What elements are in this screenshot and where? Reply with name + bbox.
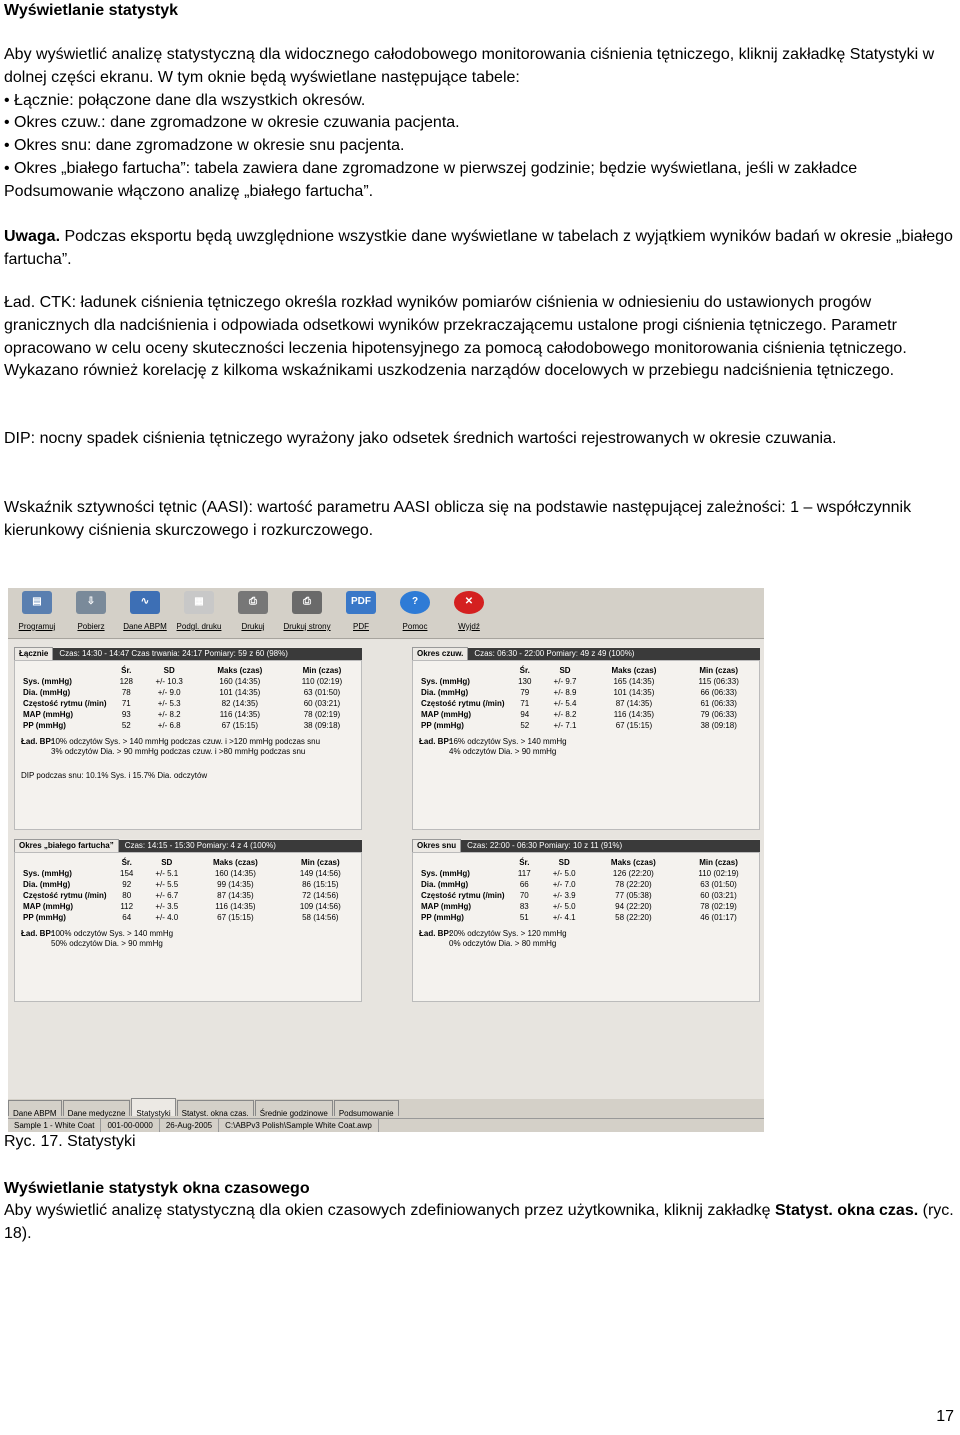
toolbar-button-8[interactable] [442,588,496,634]
tab-3[interactable]: Statyst. okna czas. [177,1100,254,1116]
row-label: Częstość rytmu (/min) [421,699,505,708]
table-row [419,879,759,890]
status-field: 26-Aug-2005 [160,1119,219,1132]
stats-table [419,665,759,731]
dip-paragraph: DIP: nocny spadek ciśnienia tętniczego wyrażony jako odsetek średnich wartości rejestrowanych w okresie czuwania. [4,430,837,447]
table-cell: 83 [519,902,529,911]
stats-table [21,857,361,923]
lad-line: 100% odczytów Sys. > 140 mmHg [51,929,174,938]
column-header: Min (czas) [301,858,340,867]
table-cell: 67 (15:15) [217,913,254,922]
table-cell: 101 (14:35) [613,688,655,697]
bullet-okres-czuw: • Okres czuw.: dane zgromadzone w okresie czuwania pacjenta. [4,114,460,132]
table-cell: +/- 4.1 [552,913,576,922]
figure-caption: Ryc. 17. Statystyki [4,1133,136,1150]
pomoc-icon: ? [400,591,430,614]
toolbar-button-4[interactable] [226,588,280,634]
table-cell: +/- 7.0 [552,880,576,889]
lad-title: Ład. BP: [21,737,54,746]
drukuj-icon: ⎙ [238,591,268,614]
table-cell: 110 (02:19) [698,869,739,878]
table-cell: 116 (14:35) [613,710,655,719]
table-cell: 78 (02:19) [303,710,341,719]
lad-line: 10% odczytów Sys. > 140 mmHg podczas czuw. i >120 mmHg podczas snu [51,737,321,746]
toolbar-button-2[interactable] [118,588,172,634]
table-cell: 116 (14:35) [219,710,261,719]
lad-line: 3% odczytów Dia. > 90 mmHg podczas czuw. i >80 mmHg podczas snu [51,747,306,756]
row-label: Sys. (mmHg) [421,677,470,686]
stats-panel-2 [14,839,362,1002]
header-empty [419,665,509,676]
table-cell: 130 [518,677,532,686]
table-row [419,698,759,709]
status-field: C:\ABPv3 Polish\Sample White Coat.awp [219,1119,379,1132]
intro-block [4,44,954,204]
lad-block [21,929,355,949]
row-label: Dia. (mmHg) [421,688,469,697]
table-cell: 71 [520,699,530,708]
panel-header [14,839,362,852]
lad-line: 50% odczytów Dia. > 90 mmHg [51,939,163,948]
table-cell: 87 (14:35) [217,891,254,900]
column-header: Maks (czas) [217,666,263,675]
table-cell: +/- 3.9 [552,891,576,900]
column-header: Min (czas) [699,666,739,675]
table-cell: +/- 8.2 [157,710,181,719]
table-cell: +/- 5.0 [552,902,576,911]
table-row [419,687,759,698]
wyjdz-icon: ✕ [454,591,484,614]
table-cell: 126 (22:20) [612,869,654,878]
table-cell: 78 (02:19) [700,902,737,911]
row-label: Częstość rytmu (/min) [23,891,107,900]
lad-line: 0% odczytów Dia. > 80 mmHg [449,939,557,948]
table-cell: 51 [519,913,529,922]
lad-line: 20% odczytów Sys. > 120 mmHg [449,929,567,938]
table-cell: 38 (09:18) [303,721,341,730]
table-cell: 87 (14:35) [615,699,653,708]
lad-line: 16% odczytów Sys. > 140 mmHg [449,737,567,746]
table-cell: 78 (22:20) [615,880,652,889]
table-cell: +/- 8.9 [553,688,577,697]
toolbar-label: PDF [353,621,369,631]
outro-bold: Statyst. okna czas. [775,1202,919,1219]
panel-title: Okres czuw. [412,647,468,660]
dane-abpm-icon: ∿ [130,591,160,614]
table-cell: +/- 8.2 [553,710,577,719]
row-label: Sys. (mmHg) [421,869,470,878]
row-label: PP (mmHg) [23,721,66,730]
table-cell: 160 (14:35) [214,869,256,878]
table-cell: 116 (14:35) [215,902,256,911]
table-cell: 79 (06:33) [700,710,737,719]
table-row [21,912,361,923]
toolbar-button-6[interactable] [334,588,388,634]
toolbar-label: Programuj [18,621,56,631]
table-cell: 80 [122,891,132,900]
tab-5[interactable]: Podsumowanie [334,1100,399,1116]
table-row [419,709,759,720]
pobierz-icon: ⇩ [76,591,106,614]
table-cell: 77 (05:38) [615,891,652,900]
table-cell: 58 (14:56) [302,913,339,922]
statistics-screenshot [8,588,764,1132]
table-cell: 60 (03:21) [303,699,341,708]
lad-paragraph: Ład. CTK: ładunek ciśnienia tętniczego określa rozkład wyników pomiarów ciśnienia w odniesieniu do ustawionych progów granicznych dla nadciśnienia i odpowiada odsetkowi wyników przekraczającemu ustalone progi ciśnienia tętniczego. Parametr opracowano w celu oceny skuteczności leczenia hipotensyjnego za pomocą całodobowego monitorowania ciśnienia tętniczego. Wykazano również korelację z kilkoma wskaźnikami uszkodzenia narządów docelowych w przebiegu nadciśnienia tętniczego. [4,294,907,380]
toolbar-button-7[interactable] [388,588,442,634]
header-empty [419,857,509,868]
table-row [21,879,361,890]
table-cell: 60 (03:21) [700,891,737,900]
row-label: MAP (mmHg) [23,710,74,719]
table-cell: 94 (22:20) [615,902,652,911]
lad-title: Ład. BP: [419,737,452,746]
column-header: SD [558,858,570,867]
table-cell: 63 (01:50) [303,688,341,697]
status-bar [8,1118,764,1132]
table-cell: 160 (14:35) [219,677,261,686]
column-header: SD [163,666,175,675]
page-number: 17 [936,1408,954,1425]
table-cell: +/- 6.8 [157,721,181,730]
table-row [21,698,361,709]
bullet-lacznie: • Łącznie: połączone dane dla wszystkich okresów. [4,91,366,109]
stats-panel-1 [412,647,760,830]
table-cell: 72 (14:56) [302,891,339,900]
table-header-row [419,857,759,868]
table-row [21,709,361,720]
table-cell: 71 [121,699,131,708]
table-header-row [21,665,361,676]
toolbar [8,588,764,636]
lad-title: Ład. BP: [21,929,54,938]
outro-text: Aby wyświetlić analizę statystyczną dla okien czasowych zdefiniowanych przez użytkownika, kliknij zakładkę [4,1202,775,1219]
table-cell: +/- 10.3 [155,677,183,686]
row-label: PP (mmHg) [421,913,464,922]
panel-info: Czas: 14:30 - 14:47 Czas trwania: 24:17 Pomiary: 59 z 60 (98%) [53,648,362,660]
table-cell: 63 (01:50) [700,880,737,889]
table-row [21,868,361,879]
panel-info: Czas: 06:30 - 22:00 Pomiary: 49 z 49 (100%) [468,648,760,660]
table-cell: 101 (14:35) [219,688,261,697]
panel-title: Okres „białego fartucha” [14,839,119,852]
toolbar-label: Podgl. druku [176,621,222,631]
table-header-row [419,665,759,676]
table-cell: 109 (14:56) [299,902,341,911]
status-field: 001-00-0000 [101,1119,159,1132]
column-header: Śr. [121,858,132,867]
table-cell: 52 [520,721,530,730]
row-label: Dia. (mmHg) [421,880,469,889]
table-cell: +/- 5.1 [155,869,179,878]
stats-table [419,857,759,923]
table-cell: +/- 5.5 [155,880,179,889]
table-row [419,890,759,901]
drukuj-strony-icon: ⎙ [292,591,322,614]
row-label: Częstość rytmu (/min) [23,699,107,708]
status-field: Sample 1 - White Coat [8,1119,101,1132]
row-label: MAP (mmHg) [421,902,472,911]
table-row [21,901,361,912]
column-header: SD [559,666,571,675]
panel-header [412,647,760,660]
note-text: Podczas eksportu będą uwzględnione wszystkie dane wyświetlane w tabelach z wyjątkiem wyników badań w okresie „białego fartucha”. [4,228,953,268]
panel-header [14,647,362,660]
table-row [21,687,361,698]
toolbar-label: Pobierz [77,621,105,631]
table-cell: 46 (01:17) [700,913,737,922]
table-cell: 99 (14:35) [217,880,254,889]
toolbar-label: Pomoc [402,621,428,631]
table-cell: 94 [520,710,530,719]
column-header: Maks (czas) [611,666,657,675]
column-header: SD [161,858,173,867]
panel-info: Czas: 14:15 - 15:30 Pomiary: 4 z 4 (100%) [119,840,362,852]
table-cell: +/- 3.5 [155,902,179,911]
tab-bar [8,1100,400,1116]
outro-end: (ryc. 18). [4,1202,954,1242]
table-cell: 79 [520,688,530,697]
table-row [419,912,759,923]
table-row [419,901,759,912]
row-label: PP (mmHg) [421,721,464,730]
tab-0[interactable]: Dane ABPM [8,1100,62,1116]
table-cell: +/- 7.1 [553,721,577,730]
row-label: Sys. (mmHg) [23,869,72,878]
row-label: Dia. (mmHg) [23,880,71,889]
pdf-icon: PDF [346,591,376,614]
row-label: Częstość rytmu (/min) [421,891,505,900]
table-row [21,720,361,731]
table-cell: 70 [519,891,529,900]
table-row [419,720,759,731]
table-cell: 165 (14:35) [613,677,655,686]
column-header: Min (czas) [699,858,738,867]
table-cell: 112 [120,902,134,911]
table-cell: 58 (22:20) [615,913,652,922]
table-cell: 110 (02:19) [301,677,343,686]
toolbar-button-1[interactable] [64,588,118,634]
table-cell: +/- 4.0 [155,913,179,922]
outro-paragraph [4,1200,954,1246]
table-cell: +/- 5.0 [552,869,576,878]
table-cell: 92 [122,880,132,889]
bullet-okres-snu: • Okres snu: dane zgromadzone w okresie snu pacjenta. [4,137,405,155]
toolbar-button-0[interactable] [10,588,64,634]
tab-2[interactable]: Statystyki [131,1098,175,1116]
column-header: Śr. [519,666,530,675]
bullet-bialy-fartuch: • Okres „białego fartucha”: tabela zawiera dane zgromadzone w pierwszej godzinie; będzie wyświetlana, jeśli w zakładce Podsumowanie włączono analizę „białego fartucha”. [4,159,858,200]
row-label: PP (mmHg) [23,913,66,922]
table-cell: 64 [122,913,132,922]
table-cell: +/- 5.4 [553,699,577,708]
lad-line: 4% odczytów Dia. > 90 mmHg [449,747,557,756]
section-heading: Wyświetlanie statystyk [4,2,179,19]
aasi-paragraph: Wskaźnik sztywności tętnic (AASI): wartość parametru AASI oblicza się na podstawie następującej zależności: 1 – współczynnik kierunkowy ciśnienia skurczowego i rozkurczowego. [4,499,912,539]
panel-title: Łącznie [14,647,53,660]
column-header: Śr. [121,666,132,675]
table-cell: 82 (14:35) [221,699,259,708]
table-row [21,676,361,687]
table-cell: +/- 9.7 [553,677,577,686]
table-cell: 128 [119,677,133,686]
table-cell: +/- 6.7 [155,891,179,900]
table-cell: 86 (15:15) [302,880,339,889]
panel-info: Czas: 22:00 - 06:30 Pomiary: 10 z 11 (91%) [461,840,760,852]
programuj-icon: ▤ [22,591,52,614]
stats-panel-0 [14,647,362,830]
table-cell: +/- 5.3 [157,699,181,708]
table-cell: 154 [120,869,134,878]
podglad-druku-icon: ▦ [184,591,214,614]
tab-4[interactable]: Średnie godzinowe [255,1100,333,1116]
panel-body [412,852,760,1002]
lad-block [21,737,355,757]
row-label: MAP (mmHg) [23,902,74,911]
table-cell: 117 [517,869,531,878]
table-cell: 66 (06:33) [700,688,737,697]
table-row [21,890,361,901]
note-paragraph [4,226,954,272]
note-label: Uwaga. [4,228,61,245]
stats-table [21,665,361,731]
row-label: Dia. (mmHg) [23,688,71,697]
column-header: Maks (czas) [212,858,258,867]
panel-body [14,660,362,830]
panel-body [14,852,362,1002]
table-cell: 67 (15:15) [615,721,653,730]
table-cell: 78 [121,688,131,697]
row-label: Sys. (mmHg) [23,677,72,686]
table-cell: 52 [121,721,131,730]
table-cell: 149 (14:56) [299,869,341,878]
toolbar-label: Dane ABPM [123,621,167,631]
table-cell: 38 (09:18) [700,721,737,730]
panel-body [412,660,760,830]
row-label: MAP (mmHg) [421,710,472,719]
table-cell: +/- 9.0 [157,688,181,697]
table-cell: 67 (15:15) [221,721,259,730]
column-header: Maks (czas) [610,858,656,867]
table-cell: 93 [121,710,131,719]
table-row [419,868,759,879]
table-row [419,676,759,687]
section-heading-2: Wyświetlanie statystyk okna czasowego [4,1180,310,1197]
header-empty [21,857,111,868]
toolbar-button-3[interactable] [172,588,226,634]
statistics-workarea [8,638,764,1099]
toolbar-label: Drukuj strony [283,621,331,631]
panel-header [412,839,760,852]
toolbar-label: Drukuj [241,621,265,631]
column-header: Min (czas) [302,666,342,675]
table-cell: 115 (06:33) [698,677,739,686]
intro-paragraph: Aby wyświetlić analizę statystyczną dla widocznego całodobowego monitorowania ciśnienia tętniczego, kliknij zakładkę Statystyki w dolnej części ekranu. W tym oknie będą wyświetlane następujące tabele: [4,46,935,86]
lad-block [419,737,753,757]
lad-block [419,929,753,949]
lad-title: Ład. BP: [419,929,452,938]
stats-panel-3 [412,839,760,1002]
table-cell: 61 (06:33) [700,699,737,708]
column-header: Śr. [519,858,530,867]
table-cell: 66 [519,880,529,889]
table-header-row [21,857,361,868]
panel-title: Okres snu [412,839,461,852]
dip-line: DIP podczas snu: 10.1% Sys. i 15.7% Dia. odczytów [21,771,208,780]
toolbar-button-5[interactable] [280,588,334,634]
header-empty [21,665,111,676]
toolbar-label: Wyjdź [458,621,480,631]
tab-1[interactable]: Dane medyczne [63,1100,131,1116]
